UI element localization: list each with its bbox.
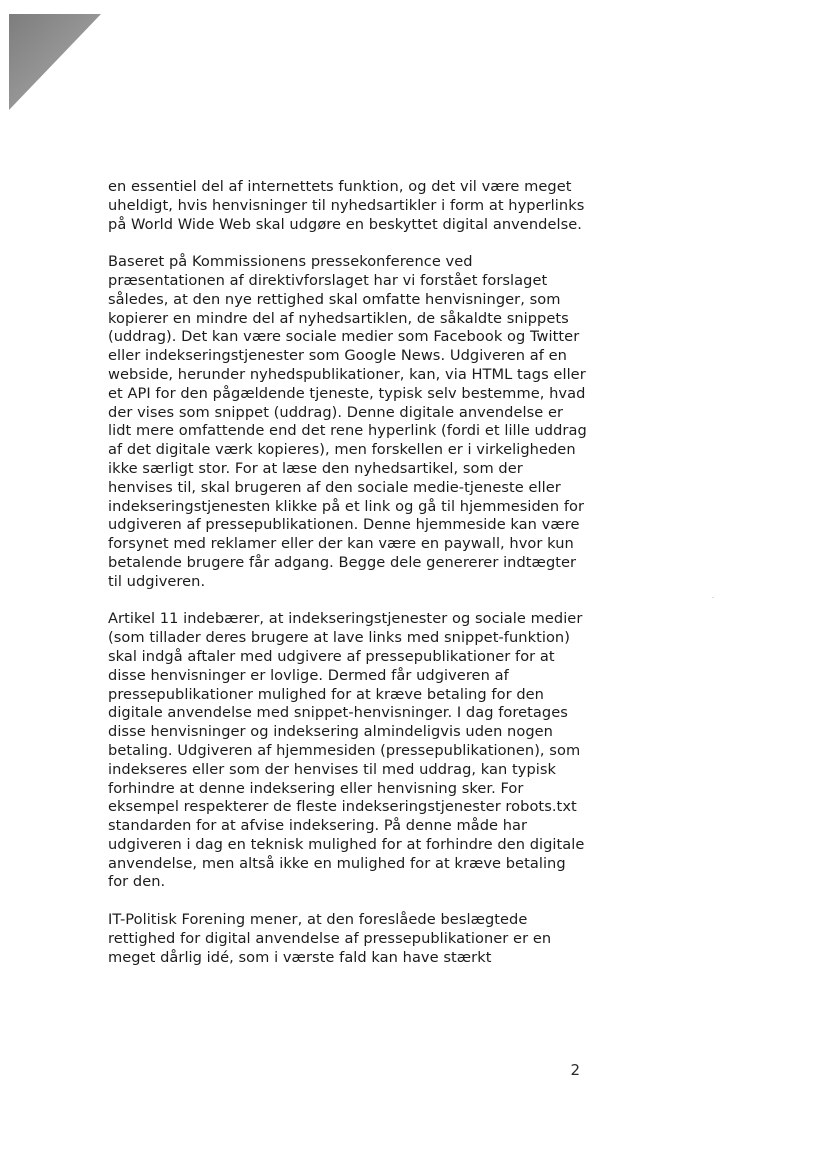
- paragraph-3: Artikel 11 indebærer, at indekseringstjenester og sociale medier (som tillader deres brugere at lave links med snippet-funktion) skal indgå aftaler med udgivere af pressepublikationer for at disse henvisninger er lovlige. Dermed får udgiveren af pressepublikationer mulighed for at kræve betaling for den digitale anvendelse med snippet-henvisninger. I dag foretages disse henvisninger og indeksering almindeligvis uden nogen betaling. Udgiveren af hjemmesiden (pressepublikationen), som indekseres eller som der henvises til med uddrag, kan typisk forhindre at denne indeksering eller henvisning sker. For eksempel respekterer de fleste indekseringstjenester robots.txt standarden for at afvise indeksering. På denne måde har udgiveren i dag en teknisk mulighed for at forhindre den digitale anvendelse, men altså ikke en mulighed for at kræve betaling for den.: [108, 610, 585, 891]
- paragraph-4: IT-Politisk Forening mener, at den foreslåede beslægtede rettighed for digital anvendelse af pressepublikationer er en meget dårlig idé, som i værste fald kan have stærkt: [108, 911, 552, 966]
- paragraph-2: Baseret på Kommissionens pressekonference ved præsentationen af direktivforslaget har vi forstået forslaget således, at den nye rettighed skal omfatte henvisninger, som kopierer en mindre del af nyhedsartiklen, de såkaldte snippets (uddrag). Det kan være sociale medier som Facebook og Twitter eller indekseringstjenester som Google News. Udgiveren af en webside, herunder nyhedspublikationer, kan, via HTML tags eller et API for den pågældende tjeneste, typisk selv bestemme, hvad der vises som snippet (uddrag). Denne digitale anvendelse er lidt mere omfattende end det rene hyperlink (fordi et lille uddrag af det digitale værk kopieres), men forskellen er i virkeligheden ikke særligt stor. For at læse den nyhedsartikel, som der henvises til, skal brugeren af den sociale medie-tjeneste eller indekseringstjenesten klikke på et link og gå til hjemmesiden for udgiveren af pressepublikationen. Denne hjemmeside kan være forsynet med reklamer eller der kan være en paywall, hvor kun betalende brugere får adgang. Begge dele genererer indtægter til udgiveren.: [108, 253, 587, 590]
- paragraph-1: en essentiel del af internettets funktion, og det vil være meget uheldigt, hvis henvisninger til nyhedsartikler i form at hyperlinks på World Wide Web skal udgøre en beskyttet digital anvendelse.: [108, 178, 585, 233]
- document-body: [108, 178, 588, 967]
- scan-speck: [712, 597, 714, 598]
- scan-corner-mark: [0, 0, 110, 120]
- page-number: 2: [570, 1061, 580, 1079]
